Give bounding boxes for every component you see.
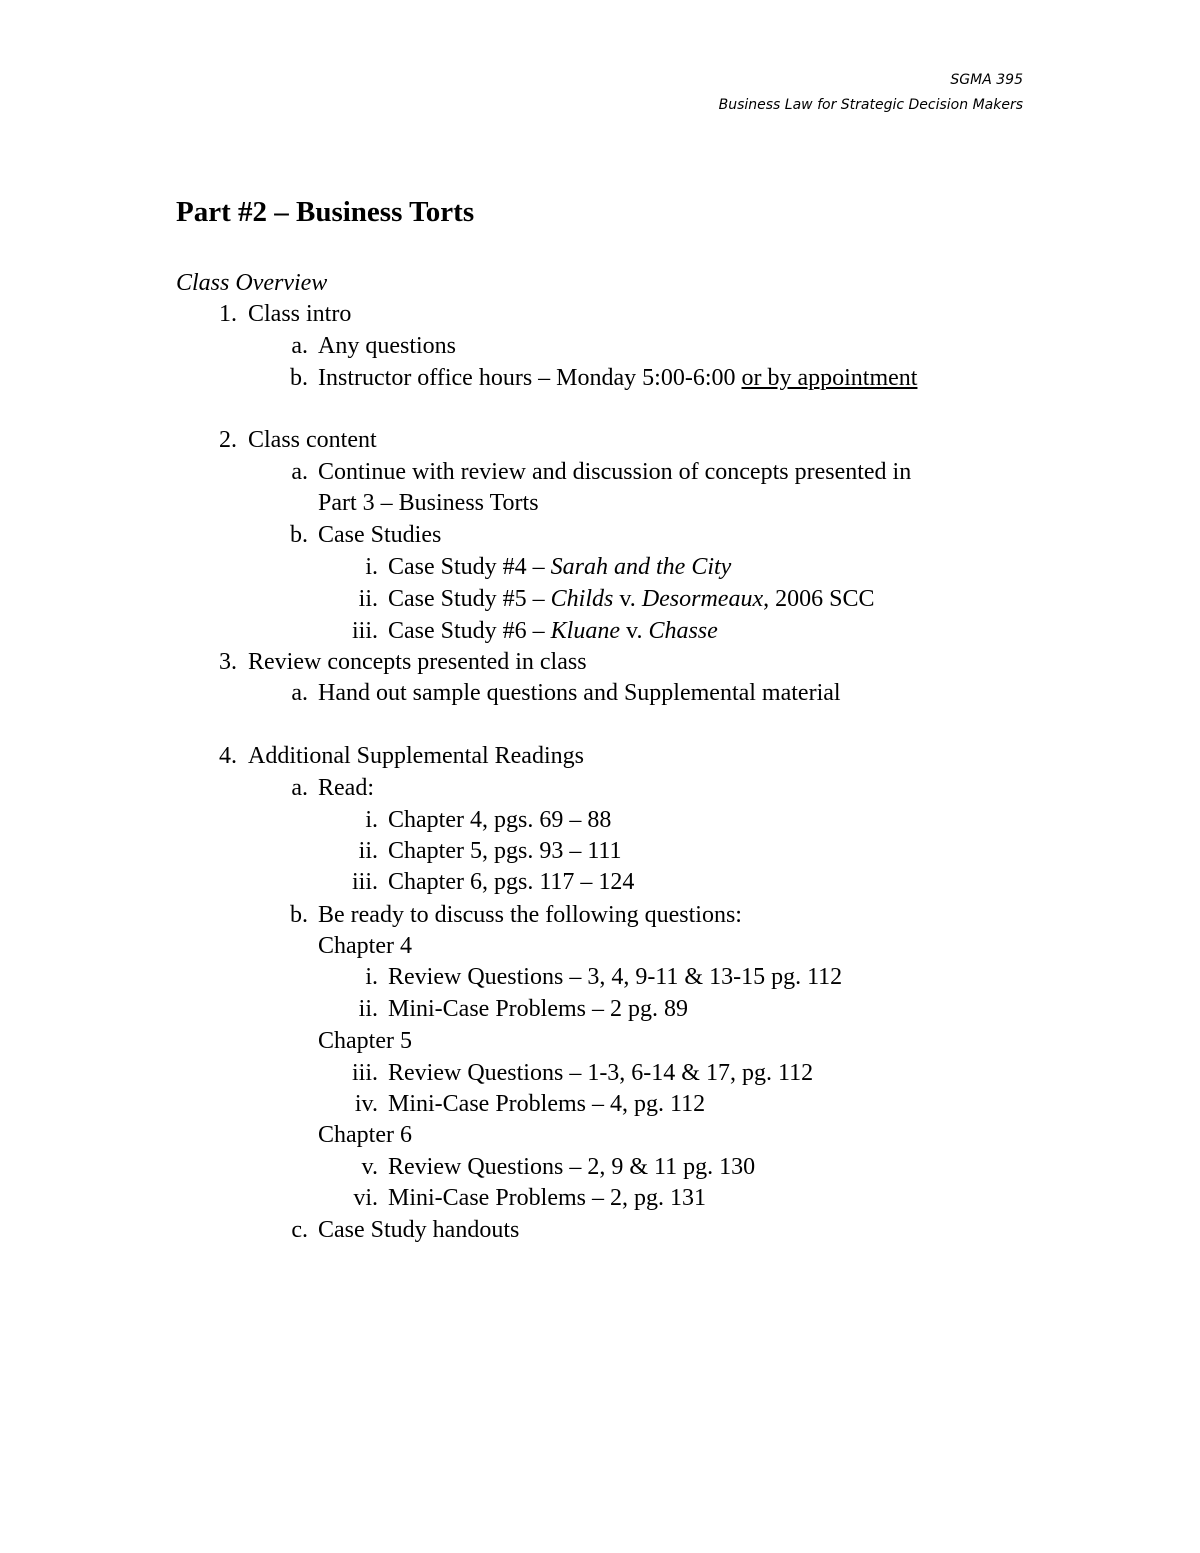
list-marker: ii. [358, 586, 378, 612]
question-item: Review Questions – 3, 4, 9-11 & 13-15 pg. 112 [388, 964, 843, 990]
list-marker: vi. [353, 1185, 378, 1211]
list-marker: c. [291, 1217, 308, 1243]
chapter-heading: Chapter 6 [318, 1122, 412, 1148]
question-item: Mini-Case Problems – 2, pg. 131 [388, 1185, 706, 1211]
question-item: Review Questions – 2, 9 & 11 pg. 130 [388, 1154, 756, 1180]
list-item: Continue with review and discussion of concepts presented in [318, 459, 912, 485]
list-marker: ii. [358, 996, 378, 1022]
case-party: Chasse [648, 618, 718, 644]
list-marker: b. [290, 902, 308, 928]
case-party: Childs [550, 586, 614, 612]
chapter-heading: Chapter 4 [318, 933, 412, 959]
page-title: Part #2 – Business Torts [176, 196, 475, 228]
list-marker: b. [290, 522, 308, 548]
list-marker: ii. [358, 838, 378, 864]
office-hours-text: Instructor office hours – Monday 5:00-6:00 [318, 365, 742, 391]
case-study-5 [388, 587, 875, 611]
list-item: Class intro [248, 301, 352, 327]
list-marker: v. [361, 1154, 378, 1180]
list-item: Class content [248, 427, 377, 453]
list-marker: i. [365, 964, 378, 990]
case-prefix: Case Study #5 – [388, 586, 551, 612]
case-versus: v. [613, 586, 642, 612]
case-study-4 [388, 555, 731, 579]
list-marker: 3. [219, 649, 237, 675]
list-marker: iv. [354, 1091, 378, 1117]
list-item: Case Studies [318, 522, 442, 548]
list-marker: i. [365, 807, 378, 833]
list-item: Any questions [318, 333, 456, 359]
case-suffix: , 2006 SCC [763, 586, 875, 612]
chapter-heading: Chapter 5 [318, 1028, 412, 1054]
list-item-continuation: Part 3 – Business Torts [318, 490, 539, 516]
list-marker: a. [291, 333, 308, 359]
list-marker: a. [291, 459, 308, 485]
case-party: Kluane [550, 618, 620, 644]
course-title: Business Law for Strategic Decision Makers [718, 97, 1023, 113]
list-item: Read: [318, 775, 374, 801]
list-marker: iii. [351, 869, 378, 895]
case-party: Desormeaux [641, 586, 764, 612]
case-name: Sarah and the City [550, 554, 732, 580]
list-marker: i. [365, 554, 378, 580]
reading-item: Chapter 6, pgs. 117 – 124 [388, 869, 635, 895]
list-marker: b. [290, 365, 308, 391]
list-marker: iii. [351, 1060, 378, 1086]
question-item: Mini-Case Problems – 4, pg. 112 [388, 1091, 706, 1117]
list-marker: a. [291, 680, 308, 706]
question-item: Review Questions – 1-3, 6-14 & 17, pg. 112 [388, 1060, 814, 1086]
overview-label: Class Overview [176, 270, 328, 296]
appointment-text: or by appointment [741, 365, 918, 391]
case-versus: v. [620, 618, 649, 644]
reading-item: Chapter 4, pgs. 69 – 88 [388, 807, 612, 833]
case-study-6 [388, 619, 718, 643]
list-item: Review concepts presented in class [248, 649, 587, 675]
question-item: Mini-Case Problems – 2 pg. 89 [388, 996, 688, 1022]
case-prefix: Case Study #6 – [388, 618, 551, 644]
list-item: Hand out sample questions and Supplemental material [318, 680, 841, 706]
reading-item: Chapter 5, pgs. 93 – 111 [388, 838, 622, 864]
course-code: SGMA 395 [950, 72, 1023, 88]
list-marker: 4. [219, 743, 237, 769]
case-prefix: Case Study #4 – [388, 554, 551, 580]
list-item: Additional Supplemental Readings [248, 743, 584, 769]
list-item: Case Study handouts [318, 1217, 520, 1243]
list-marker: 2. [219, 427, 237, 453]
list-marker: 1. [219, 301, 237, 327]
list-item: Be ready to discuss the following questions: [318, 902, 742, 928]
list-marker: iii. [351, 618, 378, 644]
list-item-office-hours [318, 366, 917, 390]
list-marker: a. [291, 775, 308, 801]
